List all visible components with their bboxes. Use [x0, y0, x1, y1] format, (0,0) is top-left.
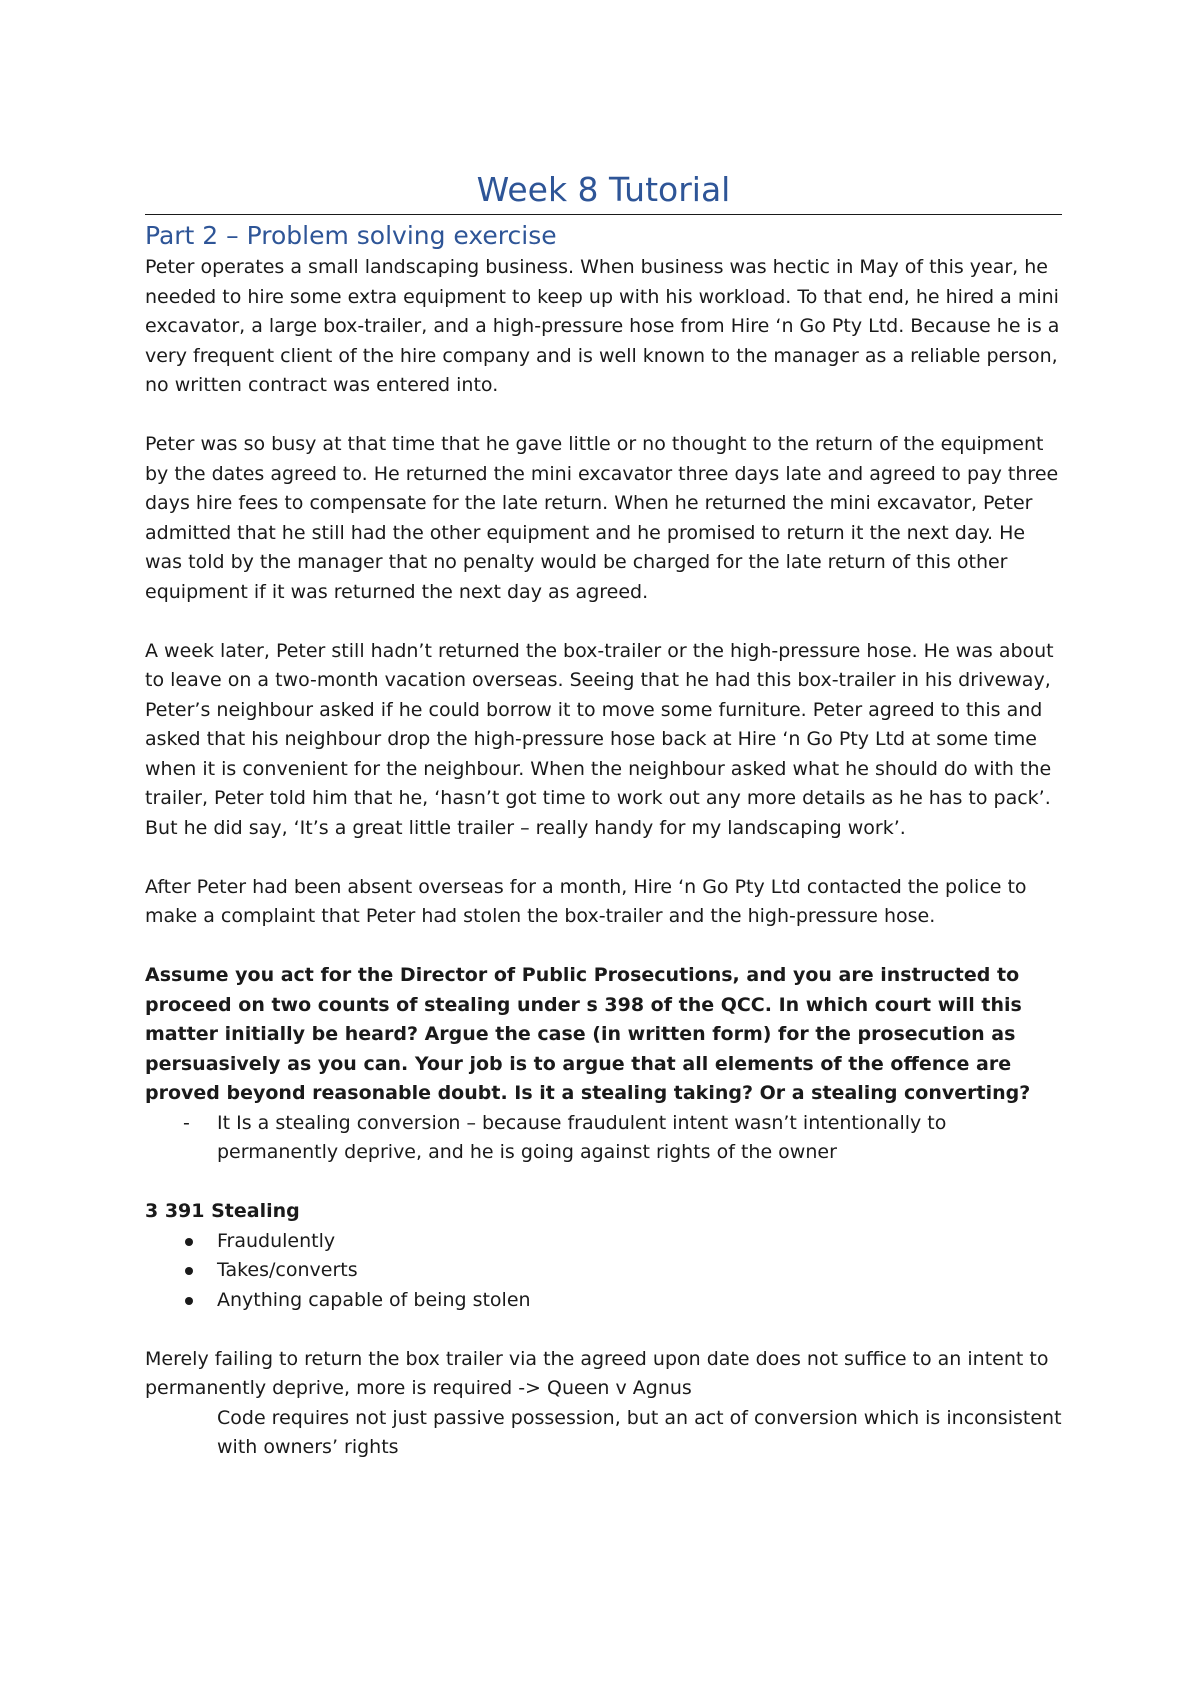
list-item-text: Takes/converts [217, 1259, 358, 1281]
paragraph-2: Peter was so busy at that time that he gave little or no thought to the return of the equipment by the dates agreed to. He returned the mini excavator three days late and agreed to pay three days hire fees to compensate for the late return. When he returned the mini excavator, Peter admitted that he still had the other equipment and he promised to return it the next day. He was told by the manager that no penalty would be charged for the late return of this other equipment if it was returned the next day as agreed. [145, 433, 1059, 603]
note-indented: Code requires not just passive possession, but an act of conversion which is inconsistent with owners’ rights [217, 1406, 1062, 1458]
bullet-icon [185, 1297, 193, 1305]
page-title: Week 8 Tutorial [145, 170, 1062, 215]
paragraph-1: Peter operates a small landscaping business. When business was hectic in May of this year, he needed to hire some extra equipment to keep up with his workload. To that end, he hired a mini excavator, a large box-trailer, and a high-pressure hose from Hire ‘n Go Pty Ltd. Because he is a very frequent client of the hire company and is well known to the manager as a reliable person, no written contract was entered into. [145, 256, 1060, 396]
answer-text: It Is a stealing conversion – because fraudulent intent wasn’t intentionally to permanently deprive, and he is going against rights of the owner [217, 1111, 947, 1163]
section-heading: 3 391 Stealing [145, 1200, 300, 1222]
bullet-icon [185, 1267, 193, 1275]
answer-list [145, 1109, 1062, 1168]
dash-marker: - [183, 1111, 190, 1134]
answer-item [145, 1109, 1062, 1168]
elements-list [145, 1227, 1062, 1316]
list-item [145, 1227, 1062, 1257]
question-text: Assume you act for the Director of Public Prosecutions, and you are instructed to proceed on two counts of stealing under s 398 of the QCC. In which court will this matter initially be heard? Argue the case (in written form) for the prosecution as persuasively as you can. Your job is to argue that all elements of the offence are proved beyond reasonable doubt. Is it a stealing taking? Or a stealing converting? [145, 964, 1031, 1104]
paragraph-3: A week later, Peter still hadn’t returned the box-trailer or the high-pressure hose. He was about to leave on a two-month vacation overseas. Seeing that he had this box-trailer in his driveway, Peter’s neighbour asked if he could borrow it to move some furniture. Peter agreed to this and asked that his neighbour drop the high-pressure hose back at Hire ‘n Go Pty Ltd at some time when it is convenient for the neighbour. When the neighbour asked what he should do with the trailer, Peter told him that he, ‘hasn’t got time to work out any more details as he has to pack’. But he did say, ‘It’s a great little trailer – really handy for my landscaping work’. [145, 639, 1054, 839]
paragraph-4: After Peter had been absent overseas for a month, Hire ‘n Go Pty Ltd contacted the police to make a complaint that Peter had stolen the box-trailer and the high-pressure hose. [145, 875, 1027, 927]
list-item [145, 1256, 1062, 1286]
list-item-text: Fraudulently [217, 1229, 336, 1252]
list-item [145, 1286, 1062, 1316]
section-subtitle: Part 2 – Problem solving exercise [145, 221, 557, 250]
note-paragraph: Merely failing to return the box trailer via the agreed upon date does not suffice to an intent to permanently deprive, more is required -> Queen v Agnus [145, 1347, 1049, 1399]
list-item-text: Anything capable of being stolen [217, 1288, 531, 1311]
bullet-icon [185, 1238, 193, 1246]
